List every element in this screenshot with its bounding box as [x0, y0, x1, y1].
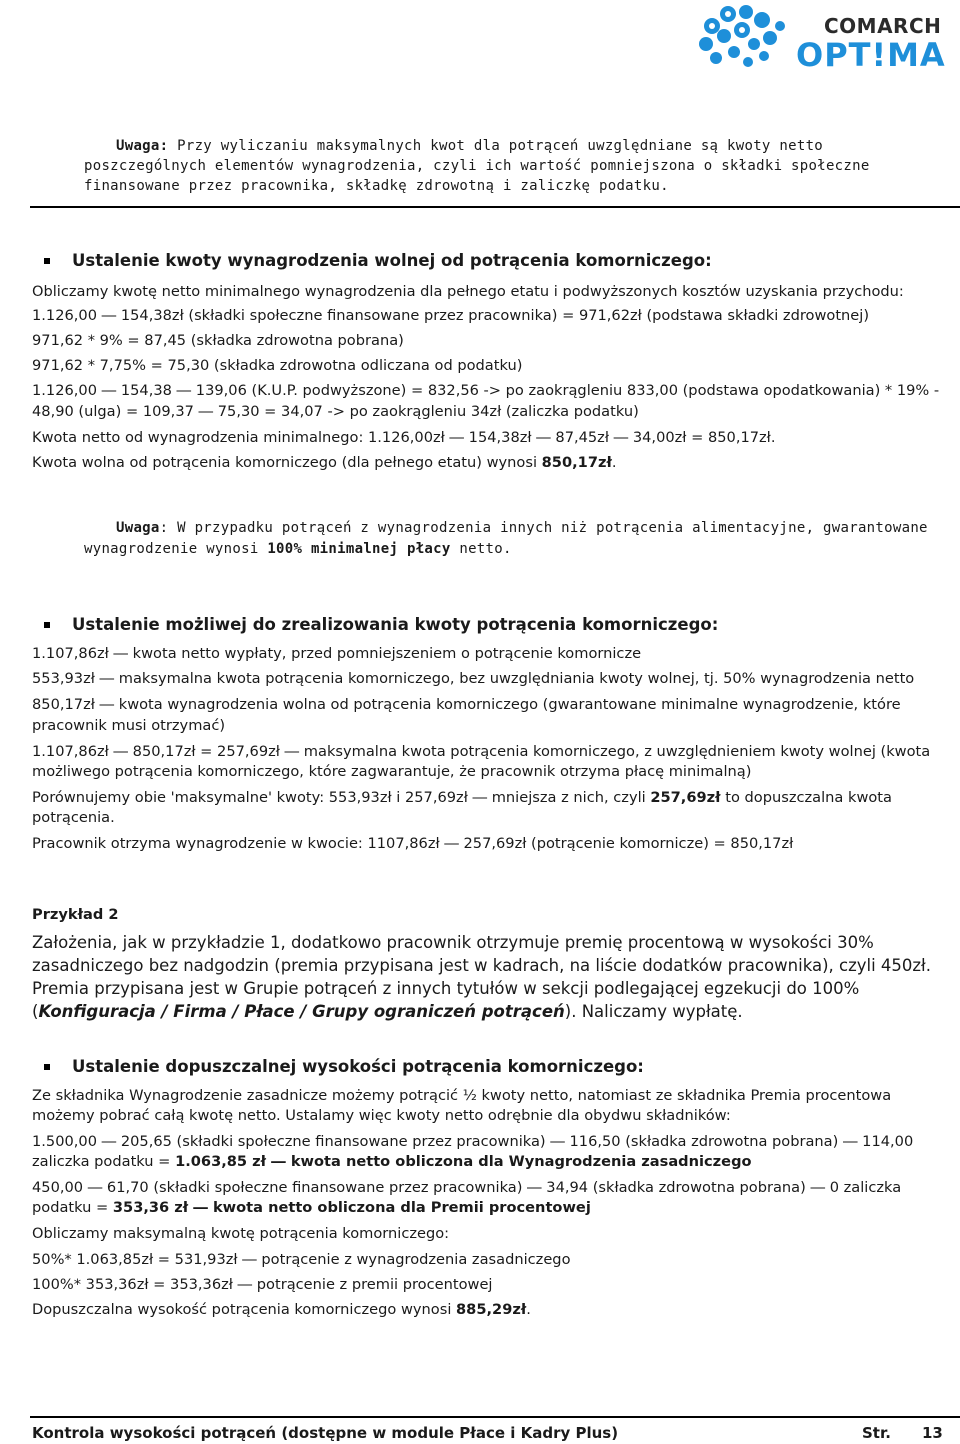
config-path: Konfiguracja / Firma / Płace / Grupy ograniczeń potrąceń: [38, 1002, 565, 1021]
footer-page-label: Str.: [862, 1424, 891, 1442]
section1-line: Kwota netto od wynagrodzenia minimalnego: 1.126,00zł ― 154,38zł ― 87,45zł ― 34,00zł = 850,17zł.: [32, 429, 776, 446]
tax-text: podatku =: [32, 1199, 113, 1216]
section3-result: [32, 1300, 531, 1320]
section3-heading: Ustalenie dopuszczalnej wysokości potrącenia komorniczego:: [72, 1057, 644, 1076]
note2-bold: 100% minimalnej płacy: [267, 541, 451, 557]
footer-page-number: 13: [922, 1424, 943, 1442]
section2-line: Pracownik otrzyma wynagrodzenie w kwocie: 1107,86zł ― 257,69zł (potrącenie komornicze) = 850,17zł: [32, 835, 794, 852]
section2-line: 553,93zł ― maksymalna kwota potrącenia komorniczego, bez uwzględniania kwoty wolnej, tj. 50% wynagrodzenia netto: [32, 670, 915, 687]
bullet-icon: [44, 1064, 50, 1070]
section1-heading: Ustalenie kwoty wynagrodzenia wolnej od potrącenia komorniczego:: [72, 251, 712, 270]
note1-label: Uwaga:: [116, 138, 169, 154]
config-end: ). Naliczamy wypłatę.: [564, 1002, 743, 1021]
result-end: .: [526, 1301, 531, 1318]
example2-line: zasadniczego bez nadgodzin (premia przypisana jest w kadrach, na liście dodatków pracownika), czyli 450zł.: [32, 956, 931, 975]
logo-top-text: COMARCH: [824, 14, 942, 38]
result-text: Kwota wolna od potrącenia komorniczego (dla pełnego etatu) wynosi: [32, 454, 542, 471]
section2-compare: [32, 788, 892, 808]
section2-line: pracownik musi otrzymać): [32, 717, 226, 734]
result-text: Dopuszczalna wysokość potrącenia komorniczego wynosi: [32, 1301, 457, 1318]
example2-config-path: [32, 1001, 743, 1023]
note1-text1: Przy wyliczaniu maksymalnych kwot dla potrąceń uwzględniane są kwoty netto: [177, 138, 824, 154]
section2-line: potrącenia.: [32, 809, 115, 826]
allowed-amount: 885,29zł: [456, 1301, 527, 1318]
section1-line: Obliczamy kwotę netto minimalnego wynagrodzenia dla pełnego etatu i podwyższonych kosztów uzyskania przychodu:: [32, 283, 904, 300]
section1-line: 971,62 * 7,75% = 75,30 (składka zdrowotna odliczana od podatku): [32, 357, 523, 374]
section3-line: 1.500,00 ― 205,65 (składki społeczne finansowane przez pracownika) ― 116,50 (składka zdrowotna pobrana) ― 114,00: [32, 1133, 914, 1150]
note1-line1: [116, 136, 956, 156]
note2-text1: : W przypadku potrąceń z wynagrodzenia innych niż potrącenia alimentacyjne, gwarantowane: [159, 520, 928, 536]
bonus-net-amount: 353,36 zł ― kwota netto obliczona dla Premii procentowej: [112, 1199, 591, 1216]
section1-line: 1.126,00 ― 154,38 ― 139,06 (K.U.P. podwyższone) = 832,56 -> po zaokrągleniu 833,00 (podstawa opodatkowania) * 19% -: [32, 382, 940, 399]
section3-line: możemy pobrać całą kwotę netto. Ustalamy więc kwoty netto odrębnie dla obydwu składników:: [32, 1107, 731, 1124]
note2-text2: wynagrodzenie wynosi: [84, 541, 268, 557]
section1-line: 971,62 * 9% = 87,45 (składka zdrowotna pobrana): [32, 332, 404, 349]
result-end: .: [611, 454, 617, 471]
section2-line: 1.107,86zł ― 850,17zł = 257,69zł ― maksymalna kwota potrącenia komorniczego, z uwzględnieniem kwoty wolnej (kwota: [32, 743, 931, 760]
section1-line: 1.126,00 ― 154,38zł (składki społeczne finansowane przez pracownika) = 971,62zł (podstawa składki zdrowotnej): [32, 307, 870, 324]
tax-text: zaliczka podatku =: [32, 1153, 176, 1170]
section3-line: 50%* 1.063,85zł = 531,93zł ― potrącenie z wynagrodzenia zasadniczego: [32, 1251, 571, 1268]
note2-end: netto.: [450, 541, 512, 557]
note2-line2: [84, 539, 512, 559]
section1-line: 48,90 (ulga) = 109,37 ― 75,30 = 34,07 -> po zaokrągleniu 34zł (zaliczka podatku): [32, 403, 639, 420]
example2-line: Założenia, jak w przykładzie 1, dodatkowo pracownik otrzymuje premię procentową w wysokości 30%: [32, 933, 874, 952]
example2-line: Premia przypisana jest w Grupie potrąceń z innych tytułów w sekcji podlegającej egzekucji do 100%: [32, 979, 860, 998]
paren-open: (: [32, 1002, 39, 1021]
footer-title: Kontrola wysokości potrąceń (dostępne w module Płace i Kadry Plus): [32, 1424, 619, 1442]
compare-end: to dopuszczalna kwota: [720, 789, 892, 806]
logo-bottom-text: OPT!MA: [796, 36, 946, 74]
example2-title: Przykład 2: [32, 906, 119, 923]
note1-line2: poszczególnych elementów wynagrodzenia, czyli ich wartość pomniejszona o składki społeczne: [84, 158, 870, 174]
bullet-icon: [44, 258, 50, 264]
section2-line: 850,17zł ― kwota wynagrodzenia wolna od potrącenia komorniczego (gwarantowane minimalne wynagrodzenie, które: [32, 696, 901, 713]
compare-text: Porównujemy obie 'maksymalne' kwoty: 553,93zł i 257,69zł ― mniejsza z nich, czyli: [32, 789, 651, 806]
section3-bonus-net: [32, 1198, 591, 1218]
section2-line: możliwego potrącenia komorniczego, które zagwarantuje, że pracownik otrzyma płacę minimalną): [32, 763, 752, 780]
note1-line3: finansowane przez pracownika, składkę zdrowotną i zaliczkę podatku.: [84, 178, 669, 194]
bullet-icon: [44, 622, 50, 628]
free-amount: 850,17zł: [541, 454, 612, 471]
note2-line1: [116, 518, 928, 538]
comarch-optima-logo: [692, 4, 960, 80]
section3-base-net: [32, 1152, 752, 1172]
base-net-amount: 1.063,85 zł ― kwota netto obliczona dla Wynagrodzenia zasadniczego: [175, 1153, 752, 1170]
section1-result: [32, 453, 617, 473]
divider: [30, 206, 960, 208]
footer-divider: [30, 1416, 960, 1418]
section3-line: 450,00 ― 61,70 (składki społeczne finansowane przez pracownika) ― 34,94 (składka zdrowotna pobrana) ― 0 zaliczka: [32, 1179, 902, 1196]
section3-line: Ze składnika Wynagrodzenie zasadnicze możemy potrącić ½ kwoty netto, natomiast ze składnika Premia procentowa: [32, 1087, 892, 1104]
section3-line: Obliczamy maksymalną kwotę potrącenia komorniczego:: [32, 1225, 450, 1242]
section2-heading: Ustalenie możliwej do zrealizowania kwoty potrącenia komorniczego:: [72, 615, 719, 634]
section3-line: 100%* 353,36zł = 353,36zł ― potrącenie z premii procentowej: [32, 1276, 493, 1293]
note2-label: Uwaga: [116, 520, 160, 536]
section2-line: 1.107,86zł ― kwota netto wypłaty, przed pomniejszeniem o potrącenie komornicze: [32, 645, 642, 662]
compare-amount: 257,69zł: [650, 789, 721, 806]
